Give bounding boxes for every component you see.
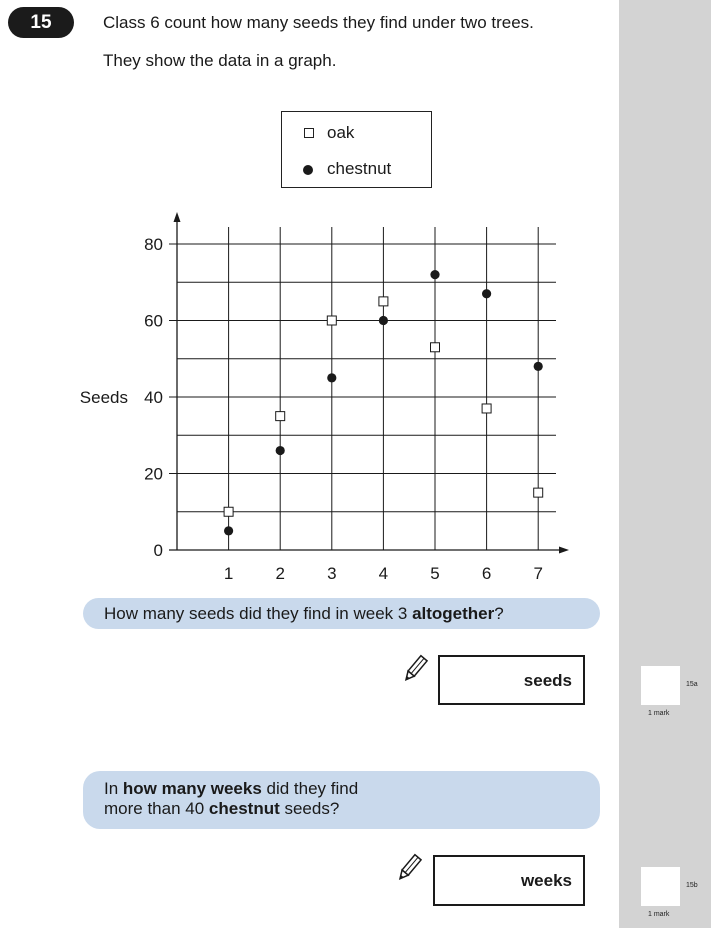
x-tick-label: 4: [378, 564, 389, 583]
legend-chestnut-label: chestnut: [327, 159, 392, 178]
y-tick-label: 20: [144, 464, 163, 484]
y-axis-arrow: [174, 212, 181, 222]
answer-box-b[interactable]: [433, 855, 585, 906]
question-number-badge: 15: [8, 7, 74, 38]
answer-b-unit-label: weeks: [520, 871, 572, 890]
legend-oak-label: oak: [327, 123, 355, 142]
mark-box-15b[interactable]: [641, 867, 680, 906]
mark-box-15a[interactable]: [641, 666, 680, 705]
x-axis-arrow: [559, 547, 569, 554]
question-intro-line-2: They show the data in a graph.: [103, 51, 337, 70]
oak-point: [224, 507, 233, 516]
oak-point: [482, 404, 491, 413]
y-tick-label: 0: [153, 541, 163, 560]
question-a-end: ?: [494, 604, 504, 623]
oak-point: [379, 297, 388, 306]
chestnut-point: [482, 289, 491, 298]
y-axis-label: Seeds: [79, 388, 128, 407]
chestnut-point: [430, 270, 439, 279]
marking-margin: [619, 0, 711, 928]
x-tick-label: 5: [430, 564, 440, 583]
pencil-icon: [396, 853, 422, 883]
chestnut-point: [327, 373, 336, 382]
oak-point: [431, 343, 440, 352]
chart-grid: [177, 227, 556, 550]
pencil-icon: [402, 654, 428, 684]
x-tick-label: 1: [223, 564, 234, 583]
question-b-prompt: [83, 771, 600, 829]
answer-box-a[interactable]: [438, 655, 585, 705]
chestnut-point: [276, 446, 285, 455]
x-tick-label: 2: [275, 564, 285, 583]
question-a-prompt: [83, 598, 600, 629]
y-tick-label: 80: [144, 235, 163, 254]
answer-a-unit-label: seeds: [523, 671, 572, 690]
x-tick-label: 7: [533, 564, 543, 583]
mark-label-15b: 1 mark: [648, 911, 670, 918]
question-intro-line-1: Class 6 count how many seeds they find under two trees.: [103, 13, 534, 32]
oak-point: [276, 412, 285, 421]
question-a-bold: altogether: [412, 604, 495, 623]
chestnut-point: [379, 316, 388, 325]
y-tick-label: 60: [144, 311, 163, 331]
mark-id-15a: 15a: [686, 681, 698, 688]
chestnut-point: [224, 526, 233, 535]
mark-id-15b: 15b: [686, 882, 698, 889]
question-a-text: How many seeds did they find in week 3: [104, 604, 413, 623]
mark-label-15a: 1 mark: [648, 710, 670, 717]
x-tick-label: 3: [327, 564, 337, 583]
question-b-line-2: more than 40 chestnut seeds?: [104, 799, 340, 818]
oak-point: [327, 316, 336, 325]
question-b-line-1: In how many weeks did they find: [104, 779, 359, 798]
oak-point: [534, 488, 543, 497]
x-tick-label: 6: [481, 564, 492, 583]
chestnut-point: [534, 362, 543, 371]
y-tick-label: 40: [144, 388, 163, 407]
